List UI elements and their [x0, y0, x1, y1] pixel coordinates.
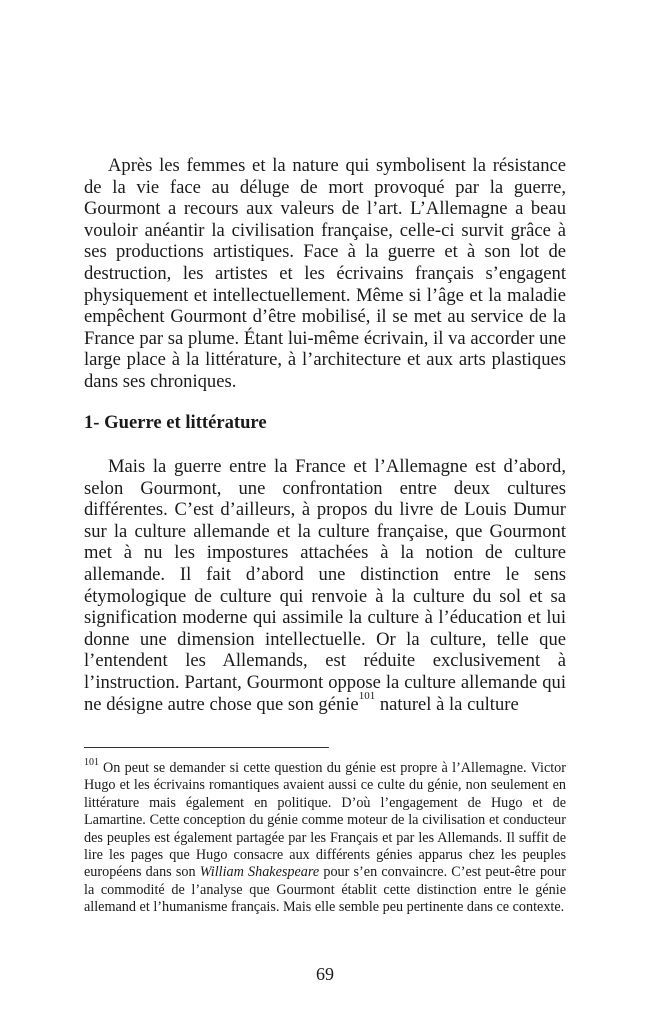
paragraph-art-values: Après les femmes et la nature qui symbolisent la résistance de la vie face au déluge de mort provoqué par la guerre, Gourmont a recours aux valeurs de l’art. L’Allemagne a beau vouloir anéantir la civilisation française, celle-ci survit grâce à ses productions artistiques. Face à la guerre et à son lot de destruction, les artistes et les écrivains français s’engagent physiquement et intellectuellement. Même si l’âge et la maladie empêchent Gourmont d’être mobilisé, il se met au service de la France par sa plume. Étant lui-même écrivain, il va accorder une large place à la littérature, à l’architecture et aux arts plastiques dans ses chroniques.	[84, 155, 566, 392]
footnote-text-start: On peut se demander si cette question du génie est propre à l’Allemagne. Victor Hugo et les écrivains romantiques avaient aussi ce culte du génie, non seulement en littérature mais également en politique. D’où l’engagement de Hugo et de Lamartine. Cette conception du génie comme moteur de la civilisation et conducteur des peuples est également partagée par les Français et par les Allemands. Il suffit de lire les pages que Hugo consacre aux différents génies apparus chez les peuples européens dans son	[84, 760, 566, 881]
section-heading: 1- Guerre et littérature	[84, 412, 267, 433]
paragraph-culture	[84, 456, 566, 715]
footnote-text-end: pour s’en convaincre. C’est peut-être pour la commodité de l’analyse que Gourmont établit cette distinction entre le génie allemand et l’humanisme français. Mais elle semble peu pertinente dans ce contexte.	[84, 864, 566, 916]
paragraph-culture-continuation: naturel à la culture	[375, 693, 519, 715]
footnote	[84, 757, 566, 917]
page-number: 69	[316, 964, 334, 984]
footnote-separator	[84, 747, 329, 748]
footnote-reference[interactable]: 101	[358, 689, 376, 702]
footnote-number: 101	[84, 757, 99, 768]
paragraph-culture-text: Mais la guerre entre la France et l’Allemagne est d’abord, selon Gourmont, une confrontation entre deux cultures différentes. C’est d’ailleurs, à propos du livre de Louis Dumur sur la culture allemande et la culture française, que Gourmont met à nu les impostures attachées à la notion de culture allemande. Il fait d’abord une distinction entre le sens étymologique de culture qui renvoie à la culture du sol et sa signification moderne qui assimile la culture à l’éducation et lui donne une dimension intellectuelle. Or la culture, telle que l’entendent les Allemands, est réduite exclusivement à l’instruction. Partant, Gourmont oppose la culture allemande qui ne désigne autre chose que son génie	[84, 456, 566, 715]
footnote-book-title: William Shakespeare	[199, 864, 320, 881]
